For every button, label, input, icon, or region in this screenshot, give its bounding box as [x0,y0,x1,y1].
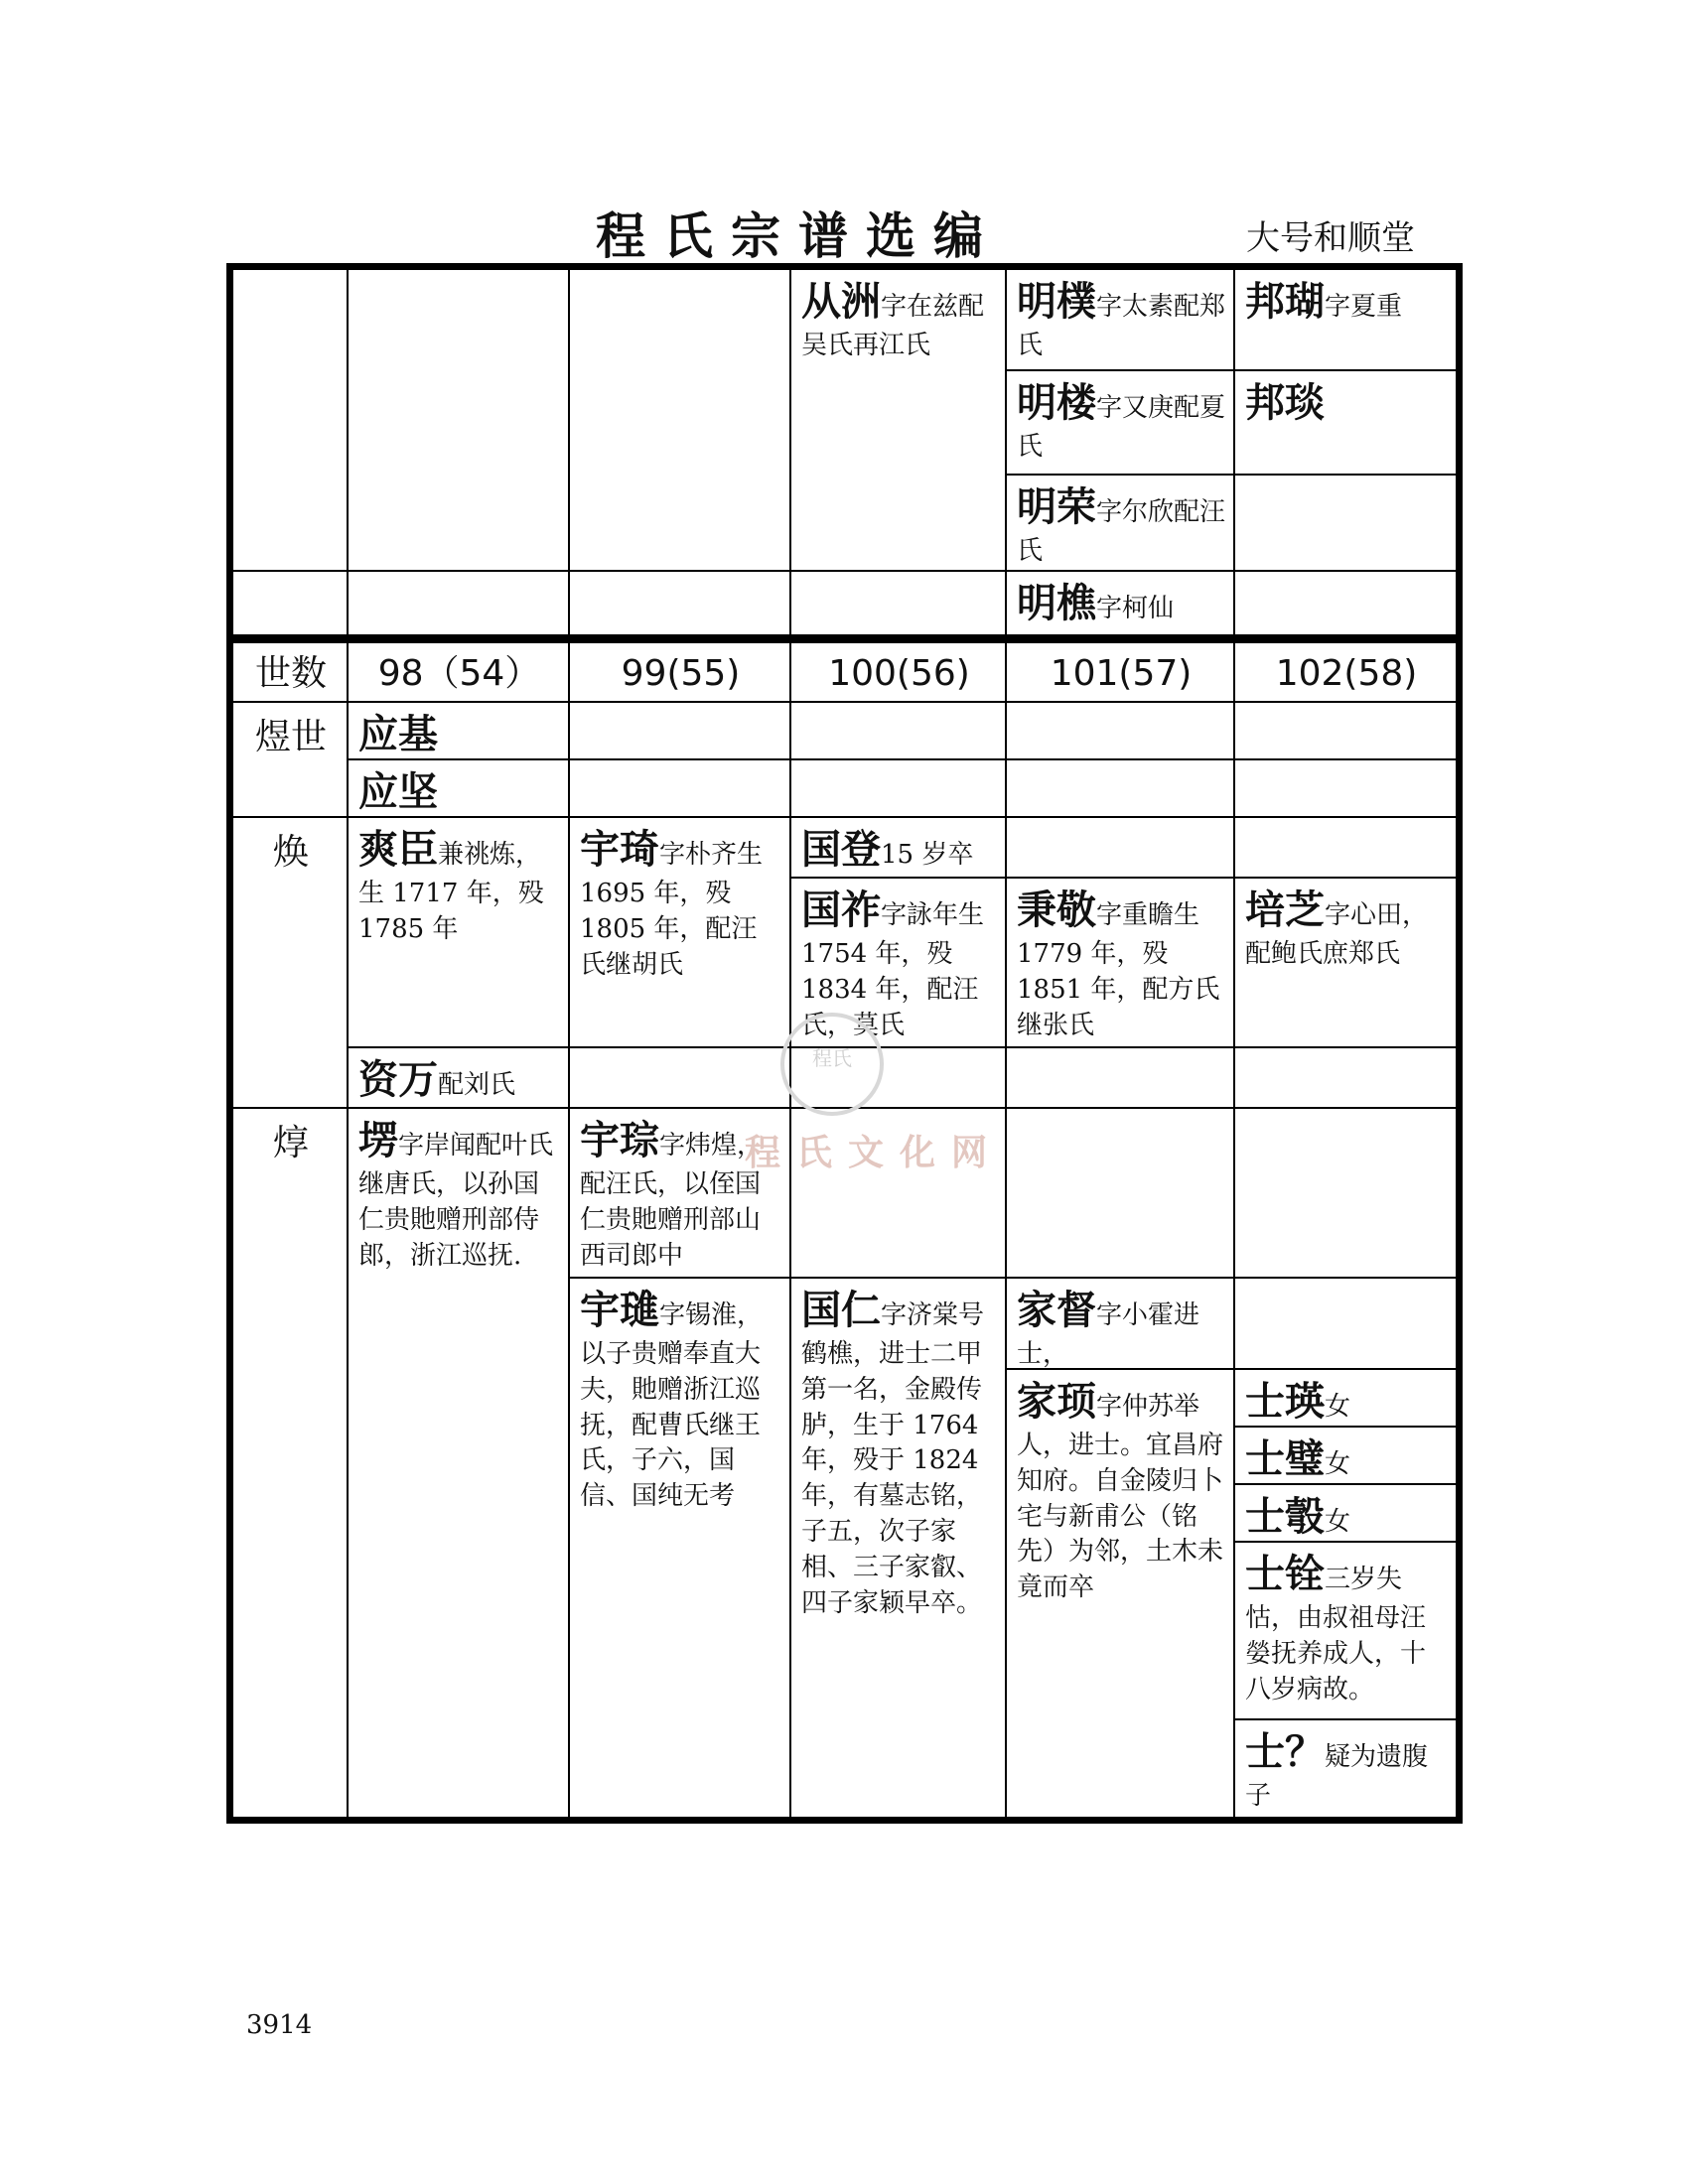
entry-name: 从洲 [801,279,881,325]
entry-name: 邦瑚 [1245,279,1325,325]
entry-peizhi [1234,878,1457,1047]
page-title: 程氏宗谱选编 [596,206,1001,265]
entry-name: 资万 [358,1057,438,1103]
top-col2-cell [569,269,790,571]
entry-name: 明樸 [1017,279,1096,325]
top-col5-cell [1234,475,1457,571]
top-label-cell [232,571,348,635]
watermark-text: 程氏文化网 [745,1132,1004,1173]
entry-guodeng [790,817,1006,878]
generation-label: 焞 [232,1108,348,1818]
entry-bangtan [1234,370,1457,475]
entry-desc: 三岁失怙，由叔祖母汪嫈抚养成人，十八岁病故。 [1245,1565,1427,1705]
top-col2-cell [569,571,790,635]
entry-shuangchen [348,817,569,1047]
entry-desc: 字仲苏举人，进士。宜昌府知府。自金陵归卜宅与新甫公（铭先）为邻，土木未竟而卒 [1017,1392,1224,1603]
entry-desc: 字重瞻生 1779 年，殁 1851 年，配方氏继张氏 [1017,900,1220,1040]
empty-cell [1234,759,1457,817]
entry-desc: 字济棠号鹤樵，进士二甲第一名，金殿传胪，生于 1764 年，殁于 1824 年，有墓志铭，子五，次子家相、三子家叡、四子家颖早卒。 [801,1300,985,1618]
empty-cell [1234,1278,1457,1369]
entry-yujin [569,1278,790,1818]
entry-name: 国祚 [801,887,881,933]
empty-cell [1006,817,1234,878]
entry-desc: 兼祧炼，生 1717 年，殁 1785 年 [358,840,544,944]
header-col3: 100(56) [790,642,1006,702]
entry-desc: 字在兹配吴氏再江氏 [801,292,985,360]
entry-name: 士瑛 [1245,1379,1325,1425]
header-col2: 99(55) [569,642,790,702]
entry-name: 家督 [1017,1288,1096,1333]
entry-name: 国仁 [801,1288,881,1333]
entry-ziwan [348,1047,569,1108]
entry-desc: 字尔欣配汪氏 [1017,497,1226,566]
header-col4: 101(57) [1006,642,1234,702]
entry-name: 明荣 [1017,484,1096,530]
empty-cell [790,702,1006,759]
entry-mingqiao [1006,571,1234,635]
page-subtitle: 大号和顺堂 [1246,218,1415,258]
entry-desc: 字炜煌，配汪氏，以侄国仁贵貤赠刑部山西司郎中 [580,1131,764,1271]
empty-cell [790,759,1006,817]
entry-name: 培芝 [1245,887,1325,933]
entry-shiying [1234,1369,1457,1427]
header-label: 世数 [232,642,348,702]
entry-minglou [1006,370,1234,475]
entry-name: 应基 [358,712,438,757]
entry-mingrong [1006,475,1234,571]
entry-name: 秉敬 [1017,887,1096,933]
header-col1: 98（54） [348,642,569,702]
entry-name: 宇琮 [580,1118,659,1163]
empty-cell [1234,817,1457,878]
entry-desc: 配刘氏 [438,1070,516,1100]
entry-name: 明楼 [1017,380,1096,426]
generation-label: 焕 [232,817,348,1108]
empty-cell [1234,1108,1457,1278]
entry-shigu [1234,1484,1457,1542]
entry-desc: 女 [1325,1449,1351,1479]
empty-cell [1234,1047,1457,1108]
entry-name: 宇璡 [580,1288,659,1333]
entry-name: 应坚 [358,769,438,815]
entry-yingjian [348,759,569,817]
entry-yingji [348,702,569,759]
top-col1-cell [348,269,569,571]
entry-mingpu [1006,269,1234,370]
empty-cell [1234,702,1457,759]
entry-lao [348,1108,569,1818]
entry-desc: 字锡淮，以子贵赠奉直大夫，貤赠浙江巡抚，配曹氏继王氏，子六，国信、国纯无考 [580,1300,764,1512]
header-col5: 102(58) [1234,642,1457,702]
entry-name: 爽臣 [358,827,438,873]
entry-name: 塄 [358,1118,398,1163]
entry-shiunknown [1234,1719,1457,1818]
entry-desc: 字詠年生 1754 年，殁 1834 年，配汪氏，莫氏 [801,900,985,1040]
watermark-seal: 程氏 [780,1013,884,1116]
empty-cell [569,1047,790,1108]
entry-desc: 字朴齐生 1695 年，殁 1805 年，配汪氏继胡氏 [580,840,764,980]
entry-name: 邦琰 [1245,380,1325,426]
entry-jiaxu [1006,1369,1234,1818]
entry-desc: 15 岁卒 [881,840,974,870]
entry-desc: 女 [1325,1392,1351,1422]
generation-label: 煜世 [232,702,348,817]
empty-cell [1006,759,1234,817]
entry-congzhou [790,269,1006,571]
entry-shibi [1234,1427,1457,1484]
entry-desc: 女 [1325,1507,1351,1537]
entry-desc: 字太素配郑氏 [1017,292,1226,360]
entry-banghu [1234,269,1457,370]
empty-cell [1006,1108,1234,1278]
entry-name: 家顼 [1017,1379,1096,1425]
entry-yuqi [569,817,790,1047]
top-col5-cell [1234,571,1457,635]
empty-cell [569,759,790,817]
page-number: 3914 [246,2010,313,2040]
entry-bingjing [1006,878,1234,1047]
top-col1-cell [348,571,569,635]
entry-name: 士铨 [1245,1552,1325,1597]
entry-desc: 字心田，配鲍氏庶郑氏 [1245,900,1429,969]
entry-jiadu [1006,1278,1234,1369]
entry-desc: 字夏重 [1325,292,1403,322]
empty-cell [1006,1047,1234,1108]
entry-desc: 字岸闻配叶氏继唐氏，以孙国仁贵貤赠刑部侍郎，浙江巡抚. [358,1131,554,1271]
entry-desc: 疑为遗腹子 [1245,1742,1429,1811]
entry-name: 宇琦 [580,827,659,873]
top-label-cell [232,269,348,571]
entry-desc: 字柯仙 [1096,594,1175,623]
entry-guoren [790,1278,1006,1818]
entry-desc: 字小霍进士， [1017,1300,1200,1369]
entry-name: 明樵 [1017,581,1096,626]
section-divider [232,635,1457,642]
entry-name: 士？ [1245,1729,1325,1775]
empty-cell [569,702,790,759]
entry-shiquan [1234,1542,1457,1719]
empty-cell [1006,702,1234,759]
entry-desc: 字又庚配夏氏 [1017,393,1226,462]
entry-name: 士璧 [1245,1436,1325,1482]
entry-name: 国登 [801,827,881,873]
entry-name: 士彀 [1245,1494,1325,1540]
top-col3-cell [790,571,1006,635]
